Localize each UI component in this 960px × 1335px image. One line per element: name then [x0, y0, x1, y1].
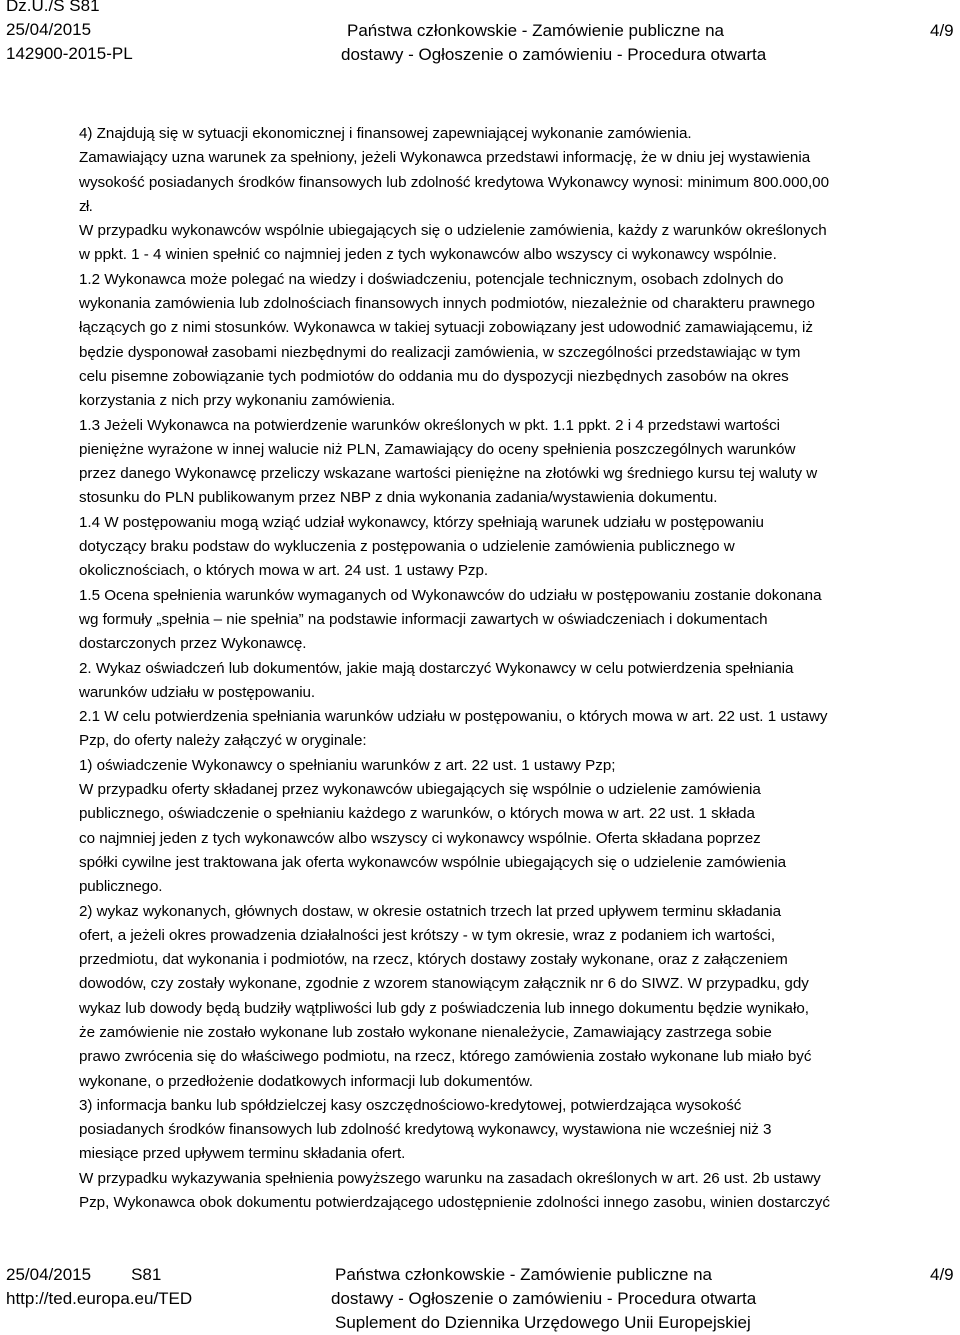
- body-text-line: stosunku do PLN publikowanym przez NBP z dnia wykonania zadania/wystawienia dokumentu.: [79, 489, 718, 507]
- body-text-line: prawo zwrócenia się do właściwego podmiotu, na rzecz, którego zamówienia zostało wykonane lub miało być: [79, 1048, 812, 1066]
- header-title-line-2: dostawy - Ogłoszenie o zamówieniu - Procedura otwarta: [341, 45, 767, 64]
- body-text-line: 1.3 Jeżeli Wykonawca na potwierdzenie warunków określonych w pkt. 1.1 ppkt. 2 i 4 przedstawi wartości: [79, 416, 781, 434]
- body-text-line: 3) informacja banku lub spółdzielczej kasy oszczędnościowo-kredytowej, potwierdzająca wysokość: [79, 1096, 742, 1114]
- header-meta: [6, 0, 133, 66]
- body-text-line: dostarczonych przez Wykonawcę.: [79, 635, 307, 653]
- body-text-line: dotyczący braku podstaw do wykluczenia z postępowania o udzielenie zamówienia publicznego w: [79, 538, 735, 556]
- footer-title-line-1: Państwa członkowskie - Zamówienie publiczne na: [335, 1265, 713, 1284]
- body-text-line: przedmiotu, dat wykonania i podmiotów, na rzecz, których dostawy zostały wykonane, oraz z załączeniem: [79, 951, 788, 969]
- header-title: [341, 19, 766, 67]
- body-text-line: 2. Wykaz oświadczeń lub dokumentów, jakie mają dostarczyć Wykonawcy w celu potwierdzenia spełniania: [79, 659, 794, 677]
- body-text-line: 4) Znajdują się w sytuacji ekonomicznej i finansowej zapewniającej wykonanie zamówienia.: [79, 125, 692, 142]
- body-text-line: 1.2 Wykonawca może polegać na wiedzy i doświadczeniu, potencjale technicznym, osobach zdolnych do: [79, 270, 784, 288]
- footer-date: 25/04/2015: [6, 1265, 92, 1284]
- body-text-line: że zamówienie nie zostało wykonane lub zostało wykonane nienależycie, Zamawiający zastrzega sobie: [79, 1023, 772, 1041]
- footer-supplement: Suplement do Dziennika Urzędowego Unii Europejskiej: [335, 1313, 751, 1332]
- body-text-line: celu pisemne zobowiązanie tych podmiotów do oddania mu do dyspozycji niezbędnych zasobów na okres: [79, 367, 789, 385]
- publication-date: 25/04/2015: [6, 20, 92, 39]
- body-text-line: miesiące przed upływem terminu składania ofert.: [79, 1145, 406, 1163]
- body-text-line: W przypadku oferty składanej przez wykonawców ubiegających się wspólnie o udzielenie zamówienia: [79, 781, 761, 799]
- body-text-line: Pzp, Wykonawca obok dokumentu potwierdzającego udostępnienie zdolności innego zasobu, winien dostarczyć: [79, 1194, 830, 1212]
- body-text-line: wykonania zamówienia lub zdolnościach finansowych innych podmiotów, niezależnie od charakteru prawnego: [79, 295, 815, 313]
- body-text-line: okolicznościach, o których mowa w art. 24 ust. 1 ustawy Pzp.: [79, 562, 489, 580]
- body-text-line: ofert, a jeżeli okres prowadzenia działalności jest krótszy - w tym okresie, wraz z podaniem ich wartości,: [79, 926, 776, 944]
- body-text-line: co najmniej jeden z tych wykonawców albo wszyscy ci wykonawcy wspólnie. Oferta składana poprzez: [79, 829, 761, 847]
- body-text-line: W przypadku wykazywania spełnienia powyższego warunku na zasadach określonych w art. 26 ust. 2b ustawy: [79, 1169, 821, 1187]
- body-text-line: wg formuły „spełnia – nie spełnia” na podstawie informacji zawartych w oświadczeniach i dokumentach: [79, 610, 768, 628]
- body-text-line: pieniężne wyrażone w innej walucie niż PLN, Zamawiający do oceny spełnienia poszczególnych warunków: [79, 440, 796, 458]
- body-text-line: W przypadku wykonawców wspólnie ubiegających się o udzielenie zamówienia, każdy z warunków określonych: [79, 222, 827, 240]
- footer-title: [331, 1263, 756, 1335]
- body-text-line: posiadanych środków finansowych lub zdolność kredytową wykonawcy, wystawiona nie wcześniej niż 3: [79, 1121, 772, 1139]
- footer-title-line-2: dostawy - Ogłoszenie o zamówieniu - Procedura otwarta: [331, 1289, 757, 1308]
- journal-reference: Dz.U./S S81: [6, 0, 100, 15]
- footer-url: http://ted.europa.eu/TED: [6, 1289, 193, 1308]
- body-text-line: w ppkt. 1 - 4 winien spełnić co najmniej jeden z tych wykonawców albo wszyscy ci wykonawcy wspólnie.: [79, 246, 777, 264]
- body-text-line: korzystania z nich przy wykonaniu zamówienia.: [79, 392, 396, 410]
- body-text-line: wykonane, o przedłożenie dodatkowych informacji lub dokumentów.: [79, 1072, 533, 1090]
- body-text-line: publicznego, oświadczenie o spełnianiu każdego z warunków, o których mowa w art. 22 ust. 1 składa: [79, 805, 755, 823]
- body-text-line: zł.: [79, 197, 93, 215]
- header-title-line-1: Państwa członkowskie - Zamówienie publiczne na: [347, 21, 725, 40]
- body-text-line: 2.1 W celu potwierdzenia spełniania warunków udziału w postępowaniu, o których mowa w art. 22 ust. 1 ustawy: [79, 708, 828, 726]
- body-text-line: warunków udziału w postępowaniu.: [79, 683, 316, 701]
- body-text-line: spółki cywilne jest traktowana jak oferta wykonawców wspólnie ubiegających się o udzielenie zamówienia: [79, 853, 787, 871]
- footer-meta: [6, 1263, 192, 1311]
- body-text-line: Zamawiający uzna warunek za spełniony, jeżeli Wykonawca przedstawi informację, że w dniu jej wystawienia: [79, 149, 811, 167]
- body-text-line: 2) wykaz wykonanych, głównych dostaw, w okresie ostatnich trzech lat przed upływem terminu składania: [79, 902, 782, 920]
- body-text-line: dowodów, czy zostały wykonane, zgodnie z wzorem stanowiącym załącznik nr 6 do SIWZ. W przypadku, gdy: [79, 975, 809, 993]
- footer-code: S81: [131, 1265, 162, 1284]
- body-text-line: publicznego.: [79, 878, 163, 896]
- body-text-line: wykaz lub dowody będą budziły wątpliwości lub gdy z poświadczenia lub innego dokumentu będzie wynikało,: [79, 999, 809, 1017]
- body-text-line: Pzp, do oferty należy załączyć w oryginale:: [79, 732, 367, 750]
- body-text-line: przez danego Wykonawcę przeliczy wskazane wartości pieniężne na złotówki wg średniego kursu tej waluty w: [79, 465, 818, 483]
- body-text-line: 1.5 Ocena spełnienia warunków wymaganych od Wykonawców do udziału w postępowaniu zostanie dokonana: [79, 586, 822, 604]
- footer-page-number: 4/9: [930, 1265, 954, 1284]
- body-text-line: łączących go z nimi stosunków. Wykonawca w takiej sytuacji zobowiązany jest udowodnić zamawiającemu, iż: [79, 319, 813, 337]
- body-text-line: wysokość posiadanych środków finansowych lub zdolność kredytowa Wykonawcy wynosi: minimum 800.000,00: [79, 173, 829, 191]
- body-text-line: 1.4 W postępowaniu mogą wziąć udział wykonawcy, którzy spełniają warunek udziału w postępowaniu: [79, 513, 764, 531]
- notice-number: 142900-2015-PL: [6, 44, 133, 63]
- body-text-line: 1) oświadczenie Wykonawcy o spełnianiu warunków z art. 22 ust. 1 ustawy Pzp;: [79, 756, 616, 774]
- document-body: [79, 122, 959, 1215]
- header-page-number: 4/9: [930, 21, 954, 40]
- body-text-line: będzie dysponował zasobami niezbędnymi do realizacji zamówienia, w szczególności przedstawiając w tym: [79, 343, 801, 361]
